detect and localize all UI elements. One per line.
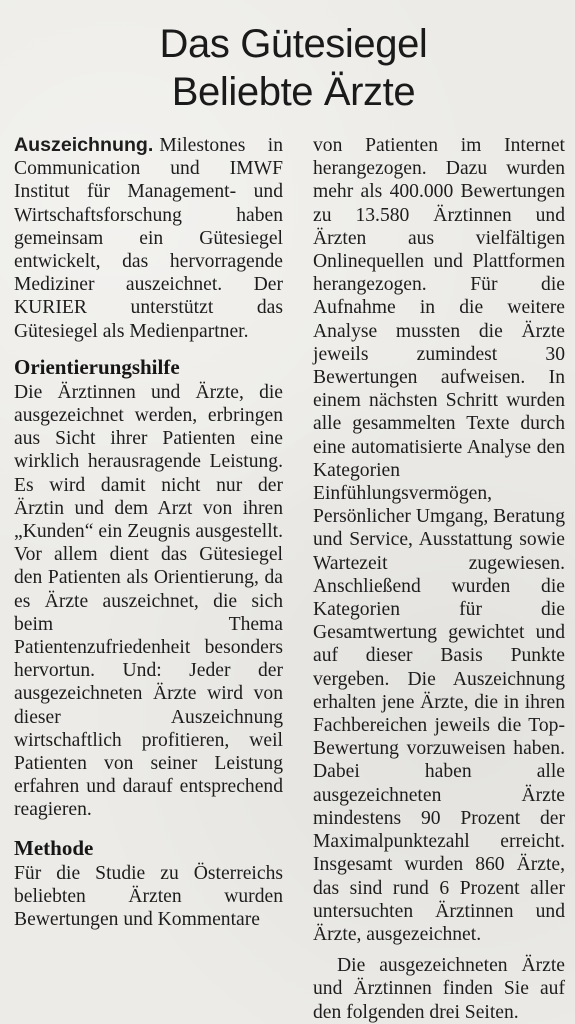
paragraph-methode-continued: von Patienten im Internet herangezogen. Dazu wurden mehr als 400.000 Bewertungen zu 13.580 Ärztinnen und Ärzten aus vielfältigen Onlinequellen und Plattformen herangezogen. Für die Aufnahme in die weitere Analyse mussten die Ärzte jeweils zumindest 30 Bewertungen aufweisen. In einem nächsten Schritt wurden alle gesammelten Texte durch eine automatisierte Analyse den Kategorien Einfühlungsvermögen, Persönlicher Umgang, Beratung und Service, Ausstattung sowie Wartezeit zugewiesen. Anschließend wurden die Kategorien für die Gesamtwertung gewichtet und auf dieser Basis Punkte vergeben. Die Auszeichnung erhalten jene Ärzte, die in ihren Fachbereichen jeweils die Top-Bewertung vorzuweisen haben. Dabei haben alle ausgezeichneten Ärzte mindestens 90 Prozent der Maximalpunktezahl erreicht. Insgesamt wurden 860 Ärzte, das sind rund 6 Prozent aller untersuchten Ärztinnen und Ärzte, ausgezeichnet.: [313, 135, 565, 945]
left-column: [14, 134, 283, 996]
paragraph-methode-start: Für die Studie zu Österreichs beliebten Ärzten wurden Bewertungen und Kommentare: [14, 862, 283, 931]
paragraph-orientierungshilfe: Die Ärztinnen und Ärzte, die ausgezeichnet werden, erbringen aus Sicht ihrer Patienten eine wirklich herausragende Leistung. Es wird damit nicht nur der Ärztin und dem Arzt von ihren „Kunden“ ein Zeugnis ausgestellt. Vor allem dient das Gütesiegel den Patienten als Orientierung, da es Ärzte auszeichnet, die sich beim Thema Patientenzufriedenheit besonders hervortun. Und: Jeder der ausgezeichneten Ärzte wird von dieser Auszeichnung wirtschaftlich profitieren, weil Patienten von seiner Leistung erfahren und darauf entsprechend reagieren.: [14, 381, 283, 821]
lead-label: Auszeichnung.: [14, 134, 154, 156]
headline-line-1: Das Gütesiegel: [159, 22, 428, 66]
article-columns: [14, 134, 565, 1023]
subhead-orientierungshilfe: Orientierungshilfe: [14, 354, 180, 379]
right-column: [313, 134, 565, 1023]
closing-paragraph: Die ausgezeichneten Ärzte und Ärztinnen finden Sie auf den folgenden drei Seiten.: [313, 955, 565, 1023]
article-headline: [14, 20, 565, 116]
headline-line-2: Beliebte Ärzte: [171, 70, 416, 114]
subhead-methode: Methode: [14, 835, 94, 860]
intro-text: Milestones in Communication und IMWF Institut für Management- und Wirtschaftsforschung haben gemeinsam ein Gütesiegel entwickelt, das hervorragende Mediziner auszeichnet. Der KURIER unterstützt das Gütesiegel als Medienpartner.: [14, 135, 283, 342]
intro-paragraph: [14, 134, 283, 343]
